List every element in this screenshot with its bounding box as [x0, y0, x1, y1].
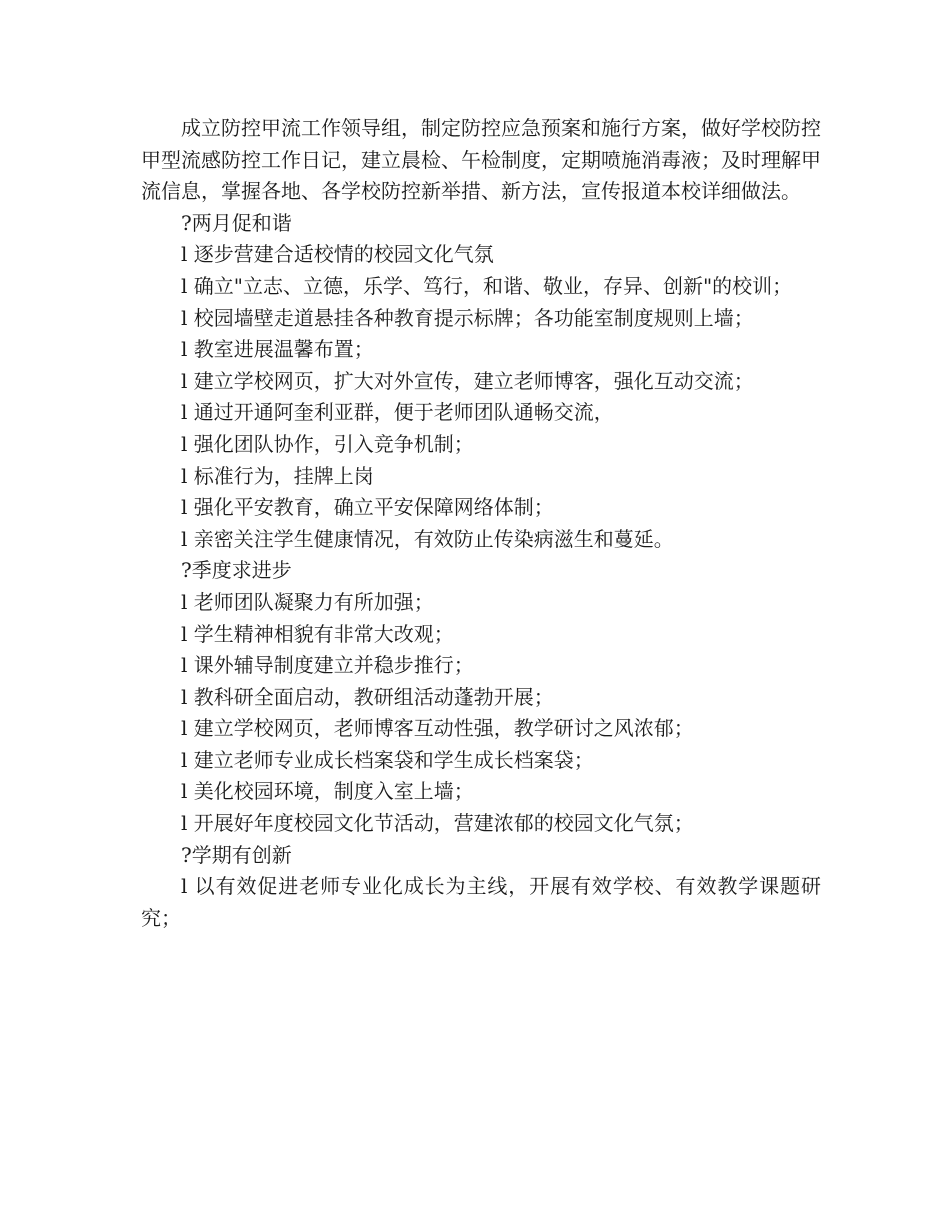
list-item: l 建立老师专业成长档案袋和学生成长档案袋； — [181, 747, 594, 772]
list-item: l 课外辅导制度建立并稳步推行； — [181, 653, 474, 678]
list-item: l 以有效促进老师专业化成长为主线，开展有效学校、有效教学课题研究； — [141, 874, 821, 930]
section-heading-two-months: ?两月促和谐 — [181, 210, 292, 235]
list-item: l 建立学校网页，老师博客互动性强，教学研讨之风浓郁； — [181, 716, 694, 741]
section-heading-quarter: ?季度求进步 — [181, 558, 292, 583]
list-item: l 美化校园环境，制度入室上墙； — [181, 779, 474, 804]
list-item: l 标准行为，挂牌上岗 — [181, 463, 374, 488]
list-item: l 建立学校网页，扩大对外宣传，建立老师博客，强化互动交流； — [181, 368, 754, 393]
list-item: l 强化平安教育，确立平安保障网络体制； — [181, 495, 554, 520]
list-item: l 学生精神相貌有非常大改观； — [181, 621, 454, 646]
section-heading-semester: ?学期有创新 — [181, 842, 292, 867]
list-item: l 确立"立志、立德，乐学、笃行，和谐、敬业，存异、创新"的校训； — [181, 273, 793, 298]
list-item: l 老师团队凝聚力有所加强； — [181, 589, 434, 614]
list-item: l 逐步营建合适校情的校园文化气氛 — [181, 242, 494, 267]
list-item: l 教科研全面启动，教研组活动蓬勃开展； — [181, 684, 554, 709]
list-item: l 亲密关注学生健康情况，有效防止传染病滋生和蔓延。 — [181, 526, 674, 551]
document-body — [141, 113, 821, 934]
list-item: l 开展好年度校园文化节活动，营建浓郁的校园文化气氛； — [181, 811, 694, 836]
list-item: l 教室进展温馨布置； — [181, 337, 374, 362]
list-item: l 通过开通阿奎利亚群，便于老师团队通畅交流， — [181, 400, 614, 425]
list-item: l 强化团队协作，引入竞争机制； — [181, 431, 474, 456]
paragraph-intro: 成立防控甲流工作领导组，制定防控应急预案和施行方案，做好学校防控甲型流感防控工作日记，建立晨检、午检制度，定期喷施消毒液；及时理解甲流信息，掌握各地、各学校防控新举措、新方法，宣传报道本校详细做法。 — [141, 116, 821, 204]
list-item: l 校园墙壁走道悬挂各种教育提示标牌；各功能室制度规则上墙； — [181, 305, 754, 330]
